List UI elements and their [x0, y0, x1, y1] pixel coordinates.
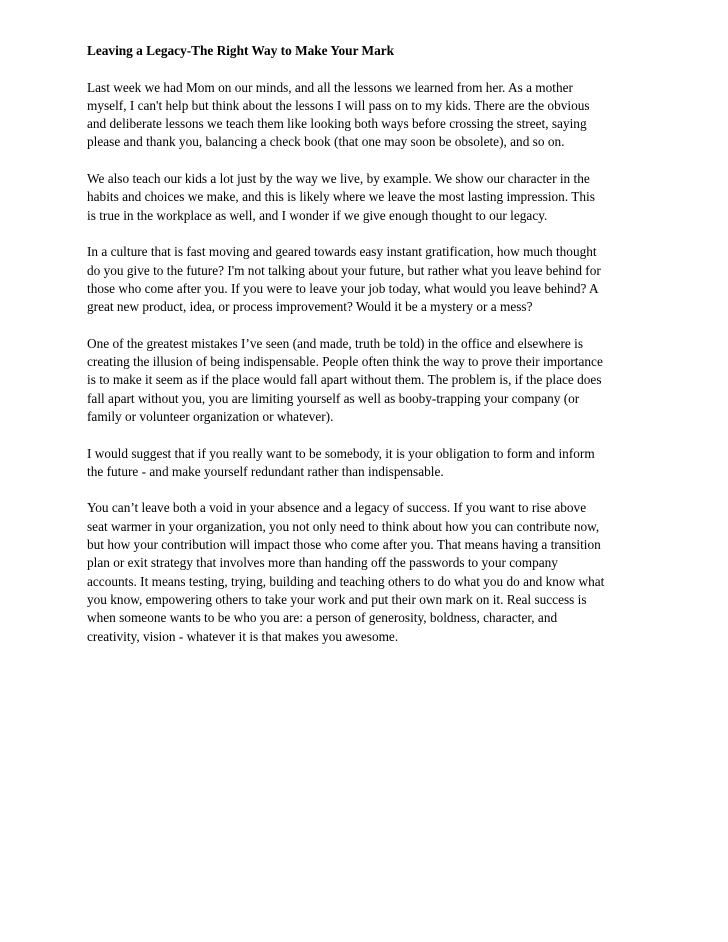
text-line: We also teach our kids a lot just by the way we live, by example. We show our character in the	[87, 171, 590, 187]
text-line: myself, I can't help but think about the lessons I will pass on to my kids. There are the obvious	[87, 97, 590, 113]
paragraph-5	[87, 445, 657, 482]
paragraph-3	[87, 243, 657, 316]
text-line: accounts. It means testing, trying, building and teaching others to do what you do and know what	[87, 573, 605, 589]
text-line: when someone wants to be who you are: a person of generosity, boldness, character, and	[87, 610, 558, 626]
text-line: creating the illusion of being indispensable. People often think the way to prove their importance	[87, 354, 603, 370]
text-line: is to make it seem as if the place would fall apart without them. The problem is, if the place does	[87, 372, 602, 388]
text-line: creativity, vision - whatever it is that makes you awesome.	[87, 628, 399, 644]
paragraph-4	[87, 335, 657, 426]
text-line: and deliberate lessons we teach them like looking both ways before crossing the street, saying	[87, 116, 587, 132]
text-line: One of the greatest mistakes I’ve seen (and made, truth be told) in the office and elsewhere is	[87, 335, 583, 351]
paragraph-2	[87, 170, 657, 225]
text-line: I would suggest that if you really want to be somebody, it is your obligation to form and inform	[87, 445, 595, 461]
text-line: In a culture that is fast moving and geared towards easy instant gratification, how much thought	[87, 244, 597, 260]
text-line: please and thank you, balancing a check book (that one may soon be obsolete), and so on.	[87, 134, 565, 150]
text-line: the future - and make yourself redundant rather than indispensable.	[87, 463, 444, 479]
text-line: Last week we had Mom on our minds, and all the lessons we learned from her. As a mother	[87, 79, 573, 95]
text-line: fall apart without you, you are limiting yourself as well as booby-trapping your company (or	[87, 390, 580, 406]
text-line: You can’t leave both a void in your absence and a legacy of success. If you want to rise above	[87, 500, 587, 516]
text-line: plan or exit strategy that involves more than handing off the passwords to your company	[87, 555, 558, 571]
text-line: habits and choices we make, and this is likely where we leave the most lasting impression. This	[87, 189, 595, 205]
paragraph-6	[87, 499, 657, 645]
text-line: family or volunteer organization or whatever).	[87, 408, 334, 424]
paragraph-1	[87, 79, 657, 152]
text-line: seat warmer in your organization, you not only need to think about how you can contribute now,	[87, 518, 600, 534]
text-line: do you give to the future? I'm not talking about your future, but rather what you leave behind for	[87, 262, 601, 278]
text-line: you know, empowering others to take your work and put their own mark on it. Real success is	[87, 591, 587, 607]
text-line: but how your contribution will impact those who come after you. That means having a transition	[87, 537, 601, 553]
text-line: great new product, idea, or process improvement? Would it be a mystery or a mess?	[87, 299, 533, 315]
document-title: Leaving a Legacy-The Right Way to Make Your Mark	[87, 43, 395, 58]
text-line: those who come after you. If you were to leave your job today, what would you leave behind? A	[87, 280, 599, 296]
document-body	[87, 42, 657, 664]
text-line: is true in the workplace as well, and I wonder if we give enough thought to our legacy.	[87, 207, 548, 223]
